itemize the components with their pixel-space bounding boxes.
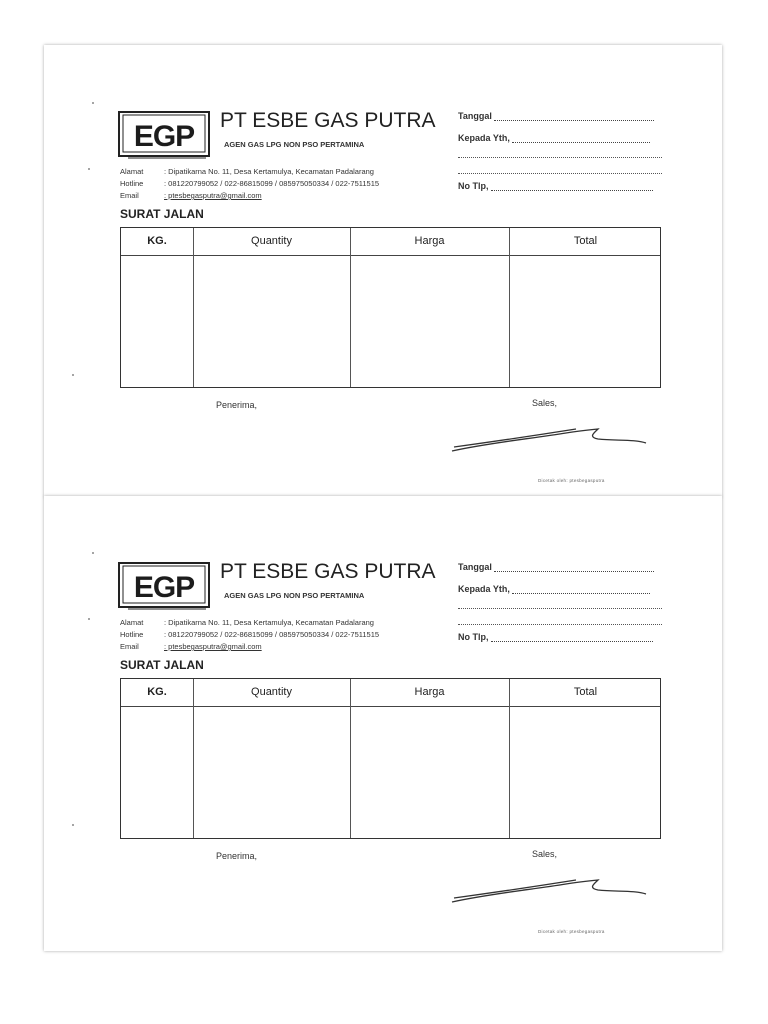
email-label: Email [120,191,139,200]
recipient-line[interactable] [512,134,650,143]
company-logo-icon [118,562,210,610]
phone-label: No Tlp, [458,632,489,642]
address-value: : Dipatikarna No. 11, Desa Kertamulya, Kecamatan Padalarang [164,167,374,176]
company-subtitle: AGEN GAS LPG NON PSO PERTAMINA [224,591,365,600]
address-line [120,618,374,627]
header-kg: KG. [147,686,167,698]
delivery-note-sheet-1 [44,45,722,497]
address-line-1[interactable] [458,157,662,158]
address-line-2[interactable] [458,173,662,174]
hotline-line [120,630,379,639]
print-footnote: Dicetak oleh: ptesbegasputra [538,929,605,934]
phone-field[interactable] [458,632,653,642]
date-field[interactable] [458,562,654,572]
signature-icon [448,868,650,908]
sales-signature-label: Sales, [532,849,558,859]
date-label: Tanggal [458,562,492,572]
hotline-value: : 081220799052 / 022-86815099 / 085975050334 / 022-7511515 [164,179,380,188]
email-line [120,191,262,200]
address-line-2[interactable] [458,624,662,625]
email-label: Email [120,642,139,651]
column-divider [193,228,194,387]
hotline-label: Hotline [120,630,144,639]
header-kg: KG. [147,235,167,247]
receiver-signature-label: Penerima, [216,851,258,861]
date-line[interactable] [494,563,654,572]
signature-icon [448,417,650,457]
email-line [120,642,262,651]
svg-text:EGP: EGP [133,120,195,153]
scan-speck [92,552,94,554]
scan-speck [72,824,74,826]
scan-speck [92,102,94,104]
company-subtitle: AGEN GAS LPG NON PSO PERTAMINA [224,140,365,149]
items-table [120,678,661,839]
hotline-value: : 081220799052 / 022-86815099 / 085975050334 / 022-7511515 [164,630,380,639]
phone-label: No Tlp, [458,181,489,191]
email-value[interactable]: : ptesbegasputra@gmail.com [164,642,262,651]
date-label: Tanggal [458,111,492,121]
recipient-field[interactable] [458,133,650,143]
recipient-line[interactable] [512,585,650,594]
header-price: Harga [414,686,445,698]
recipient-label: Kepada Yth, [458,584,510,594]
address-line [120,167,374,176]
company-logo-icon [118,111,210,159]
svg-text:EGP: EGP [133,571,195,604]
column-divider [509,228,510,387]
recipient-field[interactable] [458,584,650,594]
date-line[interactable] [494,112,654,121]
scan-speck [72,374,74,376]
phone-line[interactable] [491,182,653,191]
phone-line[interactable] [491,633,653,642]
address-label: Alamat [120,618,144,627]
delivery-note-sheet-2 [44,496,722,951]
address-line-1[interactable] [458,608,662,609]
email-value[interactable]: : ptesbegasputra@gmail.com [164,191,262,200]
items-table [120,227,661,388]
scan-speck [88,618,90,620]
column-divider [350,228,351,387]
address-value: : Dipatikarna No. 11, Desa Kertamulya, Kecamatan Padalarang [164,618,374,627]
company-name: PT ESBE GAS PUTRA [220,109,436,132]
date-field[interactable] [458,111,654,121]
column-divider [509,679,510,838]
column-divider [193,679,194,838]
recipient-label: Kepada Yth, [458,133,510,143]
print-footnote: Dicetak oleh: ptesbegasputra [538,478,605,483]
document-title: SURAT JALAN [120,207,204,221]
column-divider [350,679,351,838]
address-label: Alamat [120,167,144,176]
hotline-label: Hotline [120,179,144,188]
receiver-signature-label: Penerima, [216,400,258,410]
header-quantity: Quantity [251,235,292,247]
header-quantity: Quantity [251,686,292,698]
header-total: Total [573,235,598,247]
header-price: Harga [414,235,445,247]
sales-signature-label: Sales, [532,398,558,408]
header-total: Total [573,686,598,698]
phone-field[interactable] [458,181,653,191]
hotline-line [120,179,379,188]
company-name: PT ESBE GAS PUTRA [220,560,436,583]
document-title: SURAT JALAN [120,658,204,672]
scan-speck [88,168,90,170]
